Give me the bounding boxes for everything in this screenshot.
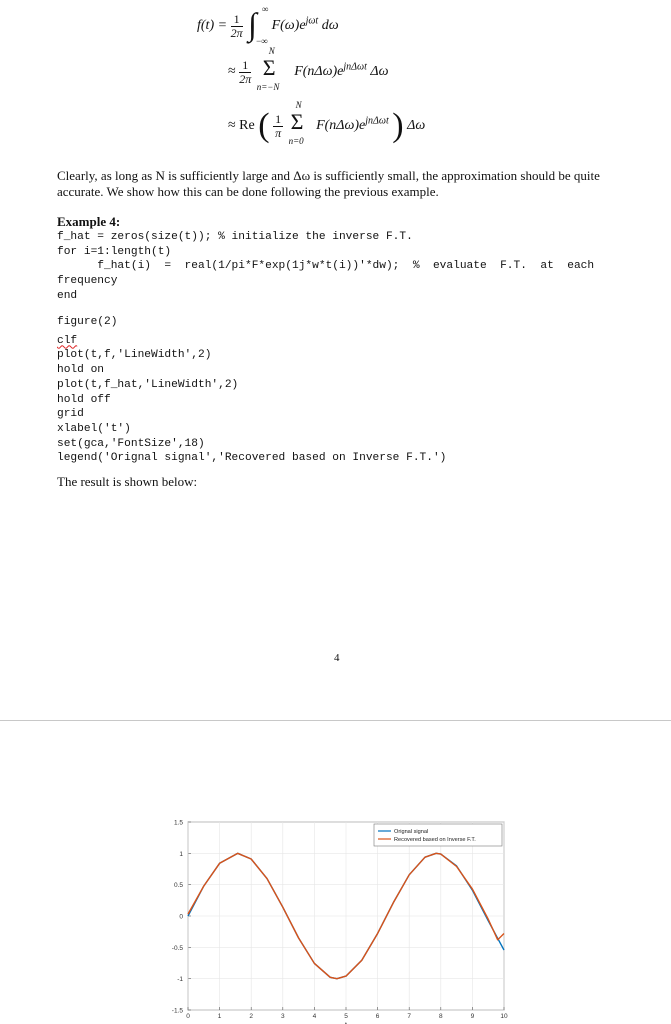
code-line: plot(t,f,'LineWidth',2) [57, 349, 212, 362]
code-text: f_hat(i) = real(1/pi*F*exp(1j*w*t(i))'*dw); % evaluate F.T. at each [57, 260, 595, 273]
x-tick-label: 8 [438, 1013, 443, 1020]
equation-line-1 [197, 6, 339, 46]
page-divider [0, 720, 671, 721]
x-tick-label: 6 [375, 1013, 380, 1020]
example-heading: Example 4: [57, 214, 121, 229]
code-line: frequency [57, 275, 118, 288]
eq2-tail: Δω [370, 64, 389, 80]
code-line: hold on [57, 364, 104, 377]
code-block-2 [57, 315, 627, 466]
y-tick-label: 0.5 [173, 882, 183, 890]
code-line: end [57, 289, 78, 302]
x-tick-label: 10 [500, 1013, 508, 1020]
eq1-fraction: $\frac{1}{2\pi}$ [230, 11, 243, 40]
eq3-fraction: $\frac{1}{\pi}$ [275, 111, 282, 140]
code-line: grid [57, 408, 84, 421]
code-line: legend('Orignal signal','Recovered based on Inverse F.T.') [57, 452, 447, 465]
eq3-body: F(nΔω)e [316, 118, 366, 134]
page-number: 4 [334, 652, 340, 664]
x-tick-label: 5 [344, 1013, 348, 1020]
y-tick-label: 1.5 [173, 819, 183, 827]
code-line: clf [57, 334, 78, 347]
eq2-approx: ≈ [228, 64, 236, 80]
x-tick-label: 1 [217, 1013, 222, 1020]
code-line: figure(2) [57, 316, 118, 328]
x-tick-label: 3 [280, 1013, 285, 1020]
equation-line-3: ≈ Re ( $\frac{1}{\pi}$ N Σ n=0 $F(n\Delta\omega)e^{jn\Delta\omega t}$ ) Δω [228, 100, 426, 146]
eq3-tail: Δω [407, 118, 426, 134]
sum-sign-2: N Σ n=0 [288, 100, 304, 146]
code-line: set(gca,'FontSize',18) [57, 437, 205, 450]
code-line-squiggled [57, 259, 627, 274]
x-tick-label: 9 [470, 1013, 475, 1020]
eq2-exponent: jnΔωt [343, 61, 367, 73]
y-tick-label: -0.5 [171, 944, 183, 952]
eq2-fraction: $\frac{1}{2\pi}$ [239, 57, 252, 86]
x-tick-label: 0 [186, 1013, 190, 1020]
code-line: xlabel('t') [57, 422, 131, 435]
eq2-body: F(nΔω)e [294, 64, 344, 80]
code-line: for i=1:length(t) [57, 245, 172, 258]
code-line: hold off [57, 393, 111, 406]
chart [170, 812, 520, 1024]
paragraph-explanation: Clearly, as long as N is sufficiently large and Δω is sufficiently small, the approximation should be quite accurate. We show how this can be done following the previous example. [57, 168, 600, 199]
y-tick-label: -1.5 [171, 1007, 183, 1015]
eq1-exponent: jωt [305, 15, 319, 27]
integral-sign: ∫ ∞ −∞ [248, 4, 269, 46]
code-line: plot(t,f_hat,'LineWidth',2) [57, 378, 239, 391]
y-tick-label: -1 [177, 976, 183, 984]
y-tick-label: 0 [179, 913, 183, 921]
code-block-1 [57, 230, 627, 304]
eq3-exponent: jnΔωt [365, 115, 389, 127]
eq1-body: F(ω)e [271, 18, 306, 34]
eq3-approx: ≈ Re [228, 118, 255, 134]
x-tick-label: 7 [407, 1013, 412, 1020]
sum-sign: N Σ n=−N [256, 46, 280, 92]
eq1-tail: dω [321, 18, 339, 34]
eq1-lhs: f(t) = [197, 18, 228, 34]
paragraph-result: The result is shown below: [57, 474, 198, 489]
code-line: f_hat = zeros(size(t)); % initialize the inverse F.T. [57, 231, 413, 243]
legend-label: Orignal signal [394, 829, 429, 836]
x-tick-label: 4 [312, 1013, 317, 1020]
equation-line-2 [228, 46, 389, 94]
y-tick-label: 1 [179, 850, 183, 858]
legend-label: Recovered based on Inverse F.T. [394, 837, 476, 844]
x-tick-label: 2 [249, 1013, 254, 1020]
